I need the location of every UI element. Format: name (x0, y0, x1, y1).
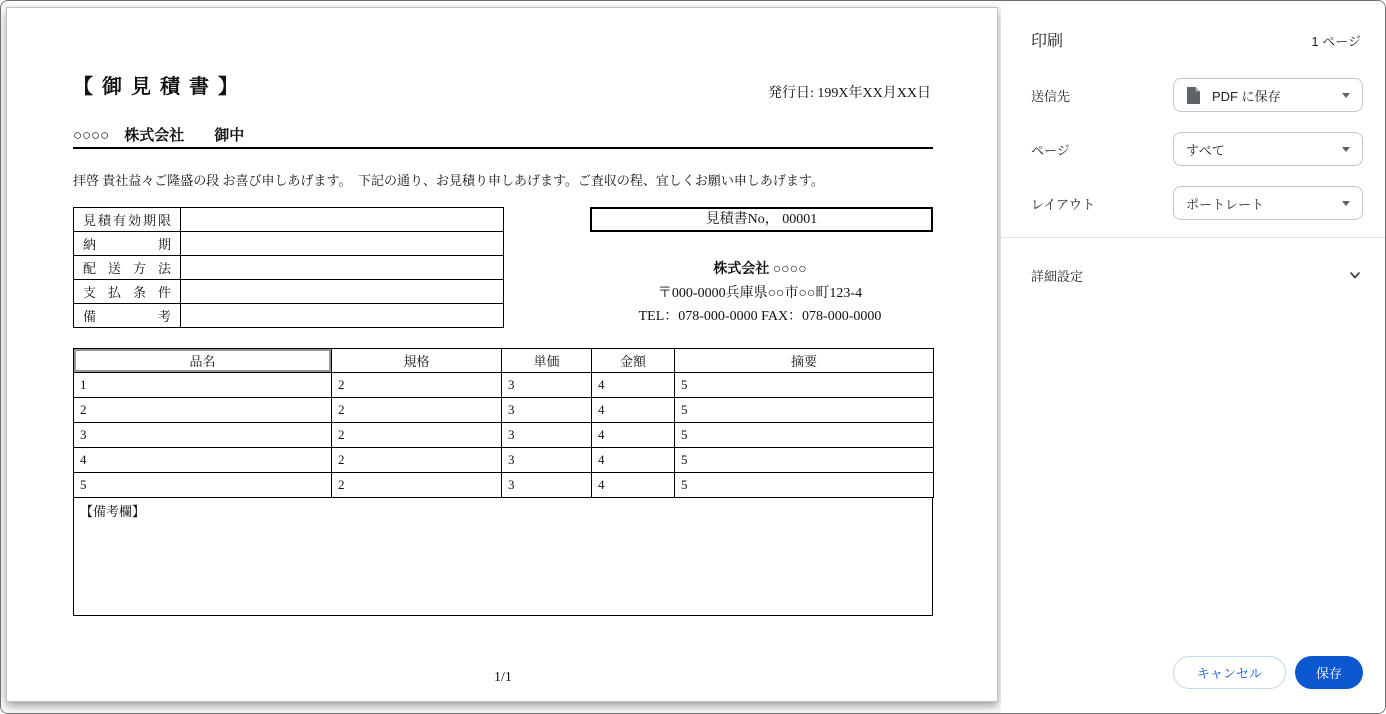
pages-select[interactable] (1173, 132, 1363, 166)
caret-down-icon (1342, 147, 1350, 152)
notes-label: 【備考欄】 (80, 504, 146, 519)
page-number: 1/1 (494, 670, 512, 685)
item-cell: 4 (592, 423, 675, 448)
pdf-file-icon (1186, 87, 1201, 104)
item-cell: 3 (502, 373, 592, 398)
info-label: 支払条件 (74, 280, 181, 304)
item-cell: 4 (592, 373, 675, 398)
pages-row (1031, 132, 1363, 166)
page-count-label: 1 ページ (1311, 34, 1361, 49)
dialog-footer (1173, 656, 1363, 689)
item-cell: 2 (74, 398, 332, 423)
caret-down-icon (1342, 93, 1350, 98)
info-row (74, 232, 504, 256)
item-cell: 5 (675, 373, 934, 398)
addressee-placeholder-circles: ○○○○ (73, 128, 110, 144)
layout-label: レイアウト (1031, 196, 1095, 212)
print-settings-panel (1001, 1, 1386, 714)
issuer-company-address: 〒000-0000兵庫県○○市○○町123-4 (657, 285, 863, 301)
item-cell: 3 (74, 423, 332, 448)
item-cell: 2 (332, 373, 502, 398)
notes-box (73, 497, 933, 616)
info-value (181, 256, 504, 280)
document-page (6, 7, 998, 702)
info-row (74, 304, 504, 328)
greeting-text: 拝啓 貴社益々ご隆盛の段 お喜び申しあげます。 下記の通り、お見積り申しあげます。ご査収の程、宜しくお願い申しあげます。 (73, 173, 824, 188)
addressee-honorific: 御中 (214, 128, 245, 144)
info-label: 見積有効期限 (74, 208, 181, 232)
info-value (181, 304, 504, 328)
pages-label: ページ (1031, 142, 1070, 158)
table-row (74, 473, 934, 498)
item-cell: 4 (592, 473, 675, 498)
quote-info-table (73, 207, 504, 328)
save-button[interactable]: 保存 (1295, 656, 1363, 689)
addressee-underline (73, 147, 933, 149)
pages-value: すべて (1186, 142, 1225, 158)
items-header-remarks: 摘要 (675, 349, 934, 373)
layout-row (1031, 186, 1363, 220)
item-cell: 5 (675, 423, 934, 448)
info-value (181, 208, 504, 232)
info-label: 備考 (74, 304, 181, 328)
info-row (74, 208, 504, 232)
caret-down-icon (1342, 201, 1350, 206)
info-label: 納期 (74, 232, 181, 256)
item-cell: 3 (502, 398, 592, 423)
item-cell: 5 (74, 473, 332, 498)
items-header-name: 品名 (74, 349, 332, 373)
items-header-row (74, 349, 934, 373)
item-cell: 1 (74, 373, 332, 398)
item-cell: 4 (74, 448, 332, 473)
item-cell: 5 (675, 398, 934, 423)
info-label: 配送方法 (74, 256, 181, 280)
issuer-company-telfax: TEL：078-000-0000 FAX：078-000-0000 (638, 309, 882, 324)
item-cell: 5 (675, 448, 934, 473)
addressee-line (73, 124, 244, 145)
item-cell: 4 (592, 448, 675, 473)
item-cell: 2 (332, 473, 502, 498)
chevron-down-icon (1347, 267, 1363, 283)
destination-value: PDF に保存 (1212, 88, 1281, 104)
destination-row (1031, 78, 1363, 112)
issue-date: 発行日: 199X年XX月XX日 (768, 86, 931, 101)
layout-value: ポートレート (1186, 196, 1265, 212)
item-cell: 2 (332, 398, 502, 423)
table-row (74, 398, 934, 423)
issuer-company-name: 株式会社 ○○○○ (713, 262, 807, 277)
table-row (74, 423, 934, 448)
items-header-amount: 金額 (592, 349, 675, 373)
info-row (74, 280, 504, 304)
quotation-title: 【 御 見 積 書 】 (73, 76, 240, 98)
print-preview-pane (1, 1, 1001, 714)
item-cell: 5 (675, 473, 934, 498)
panel-header (1031, 28, 1361, 51)
issuer-company-block (587, 258, 933, 329)
item-cell: 3 (502, 448, 592, 473)
items-header-spec: 規格 (332, 349, 502, 373)
layout-select[interactable] (1173, 186, 1363, 220)
table-row (74, 448, 934, 473)
items-header-unit-price: 単価 (502, 349, 592, 373)
quote-number-box: 見積書No， 00001 (590, 207, 933, 232)
print-dialog-title: 印刷 (1031, 33, 1064, 50)
table-row (74, 373, 934, 398)
item-cell: 2 (332, 423, 502, 448)
item-cell: 3 (502, 423, 592, 448)
info-value (181, 280, 504, 304)
item-cell: 2 (332, 448, 502, 473)
cancel-button[interactable]: キャンセル (1173, 656, 1286, 689)
items-table (73, 348, 934, 498)
destination-label: 送信先 (1031, 88, 1071, 104)
item-cell: 3 (502, 473, 592, 498)
info-value (181, 232, 504, 256)
more-settings-toggle[interactable] (1031, 260, 1363, 290)
info-row (74, 256, 504, 280)
destination-select[interactable] (1173, 78, 1363, 112)
settings-divider (1001, 237, 1386, 238)
more-settings-label: 詳細設定 (1031, 268, 1084, 284)
addressee-company: 株式会社 (124, 128, 185, 144)
item-cell: 4 (592, 398, 675, 423)
